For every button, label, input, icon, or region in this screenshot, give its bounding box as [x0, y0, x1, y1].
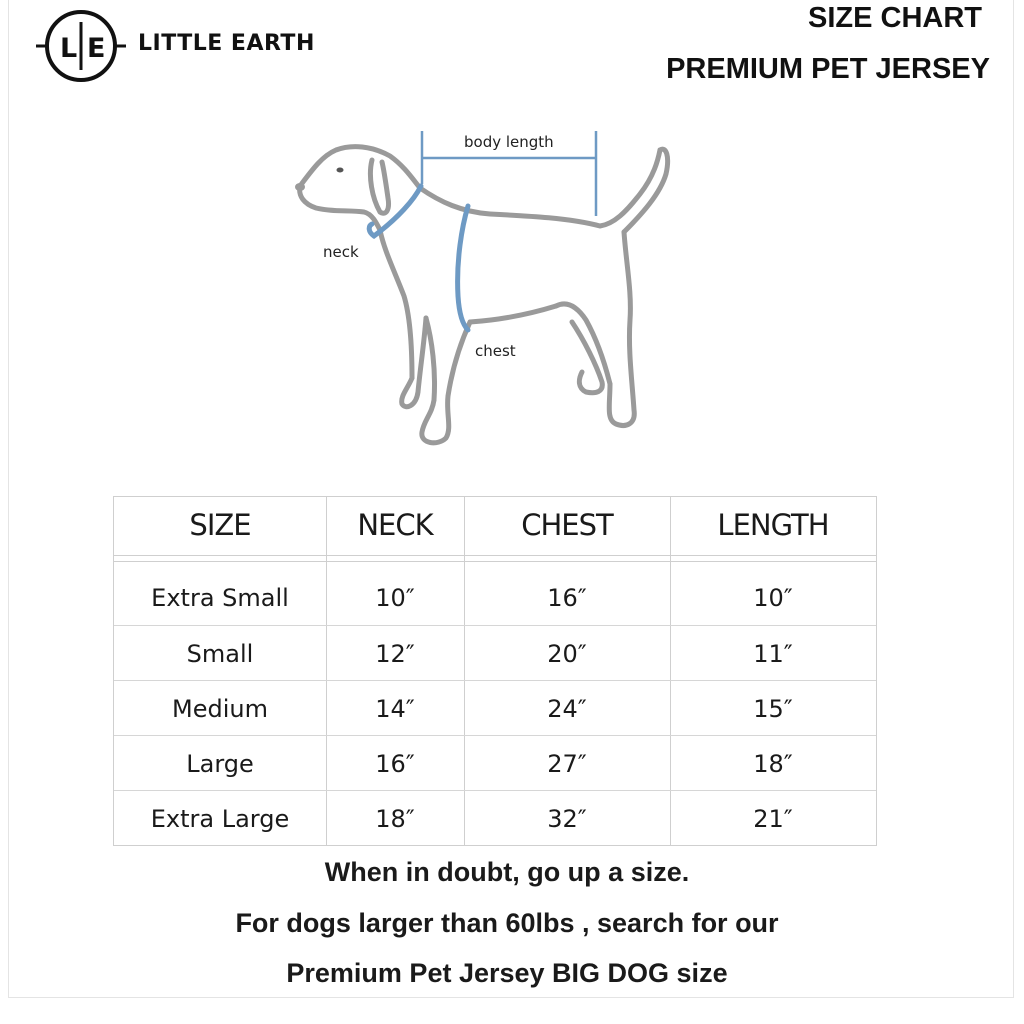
- dog-measurement-illustration: [280, 120, 700, 460]
- dog-outline-icon: [300, 147, 668, 443]
- body-length-label: body length: [464, 133, 554, 151]
- header-neck: NECK: [357, 508, 433, 542]
- big-dog-note-line1: For dogs larger than 60lbs , search for our: [235, 908, 779, 938]
- header-length: LENGTH: [717, 508, 829, 542]
- length-cell: 18″: [753, 749, 793, 778]
- header-divider: [114, 561, 876, 562]
- chest-cell: 24″: [547, 694, 587, 723]
- logo-letter-l: L: [60, 33, 78, 64]
- big-dog-note-line2: Premium Pet Jersey BIG DOG size: [286, 958, 728, 988]
- neck-cell: 12″: [375, 639, 415, 668]
- length-cell: 10″: [753, 583, 793, 612]
- size-table: [113, 496, 877, 846]
- logo-letter-e: E: [87, 33, 106, 64]
- sizing-tip: When in doubt, go up a size.: [324, 857, 690, 887]
- brand-name: LITTLE EARTH: [138, 31, 315, 56]
- header-size: SIZE: [189, 508, 251, 542]
- size-cell: Extra Small: [151, 583, 289, 612]
- table-row: [114, 625, 876, 680]
- table-row: [114, 790, 876, 845]
- chest-cell: 16″: [547, 583, 587, 612]
- chest-cell: 20″: [547, 639, 587, 668]
- length-cell: 15″: [753, 694, 793, 723]
- neck-label: neck: [323, 243, 359, 261]
- length-cell: 21″: [753, 804, 793, 833]
- size-cell: Extra Large: [150, 804, 290, 833]
- chest-label: chest: [475, 342, 516, 360]
- size-cell: Medium: [172, 694, 268, 723]
- table-header-row: [114, 497, 876, 556]
- neck-cell: 16″: [375, 749, 415, 778]
- chest-cell: 27″: [547, 749, 587, 778]
- size-cell: Small: [186, 639, 254, 668]
- length-cell: 11″: [753, 639, 793, 668]
- neck-cell: 10″: [375, 583, 415, 612]
- size-cell: Large: [186, 749, 254, 778]
- table-row: [114, 735, 876, 790]
- table-row: [114, 570, 876, 625]
- table-row: [114, 680, 876, 735]
- neck-cell: 18″: [375, 804, 415, 833]
- chest-cell: 32″: [547, 804, 587, 833]
- page-title: SIZE CHART: [808, 2, 982, 34]
- page-subtitle: PREMIUM PET JERSEY: [666, 53, 990, 85]
- neck-cell: 14″: [375, 694, 415, 723]
- header-chest: CHEST: [521, 508, 613, 542]
- little-earth-logo-icon: [36, 6, 126, 86]
